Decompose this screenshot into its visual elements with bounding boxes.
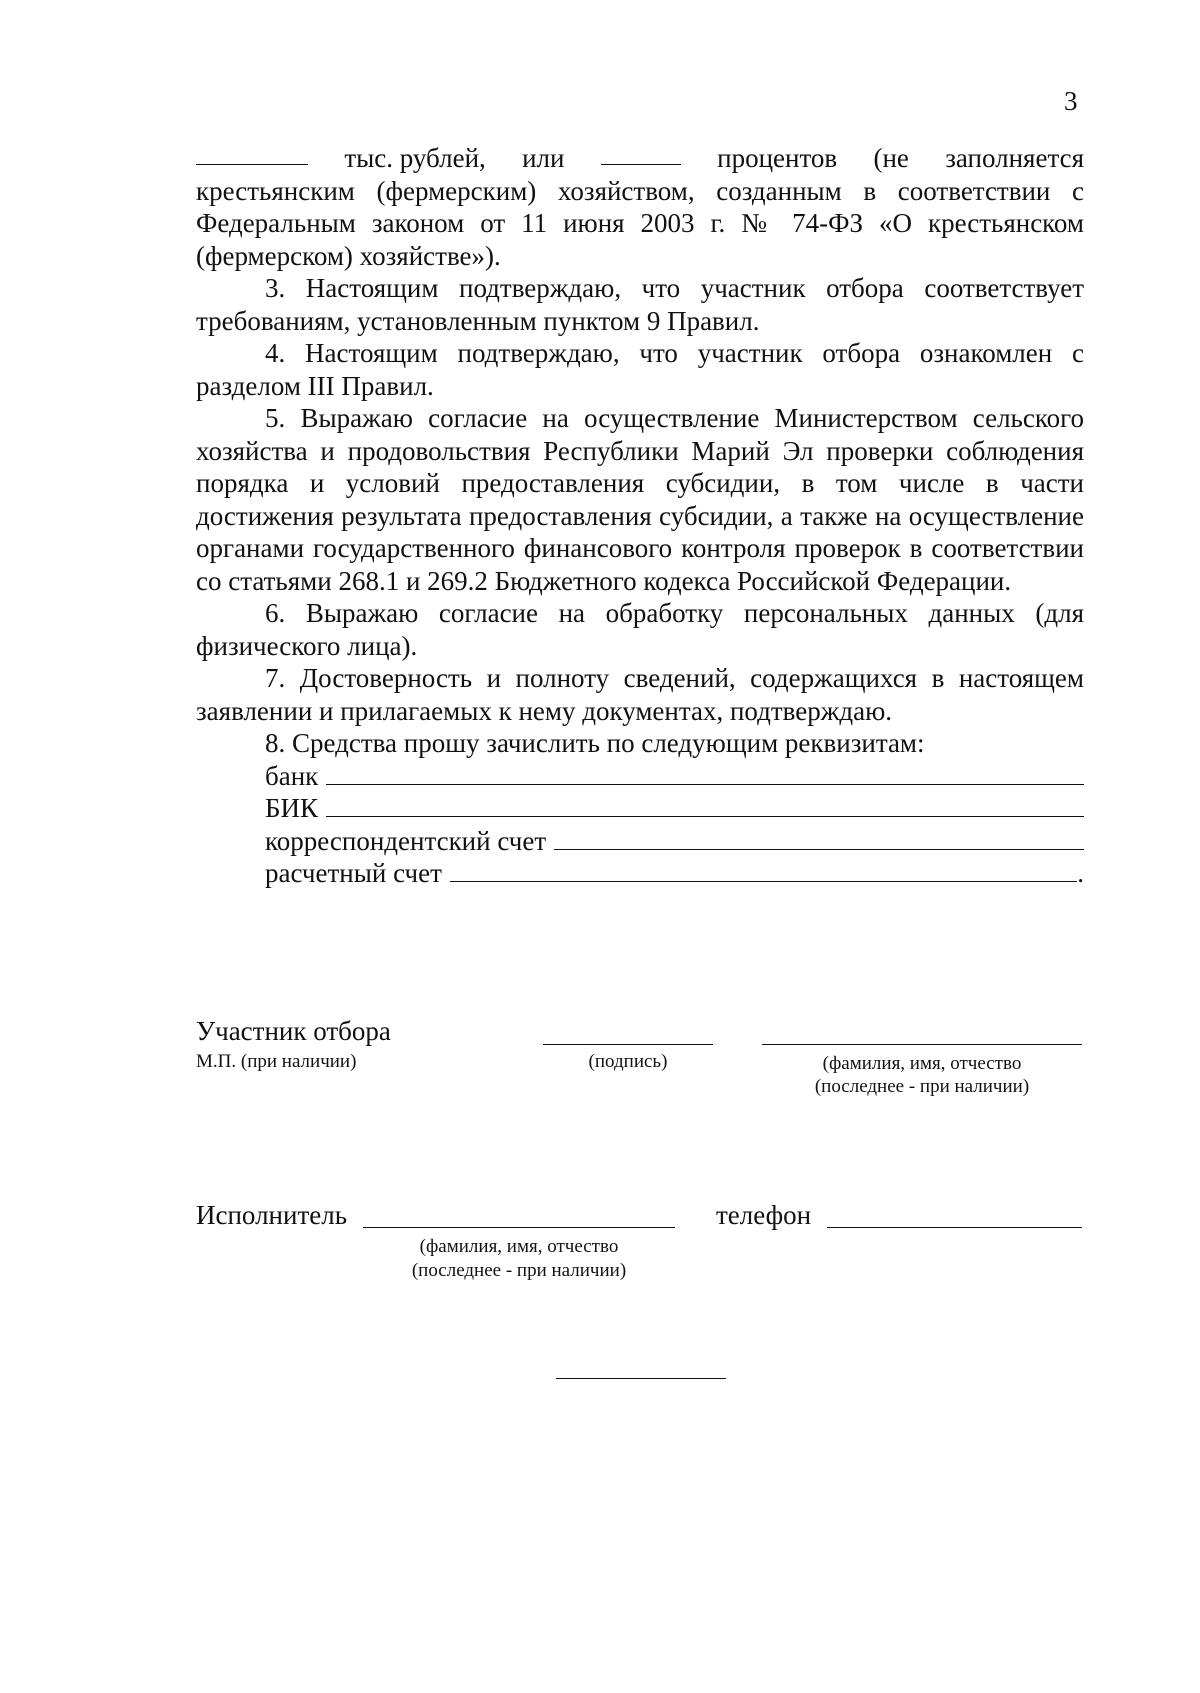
- signature-caption: (подпись): [588, 1051, 668, 1072]
- page-number: 3: [1064, 86, 1078, 116]
- participant-label: Участник отбора: [196, 1016, 391, 1046]
- settlement-account-row: [265, 857, 1084, 890]
- item-5: 5. Выражаю согласие на осуществление Министерством сельского хозяйства и продовольствия Республики Марий Эл проверки соблюдения порядка и условий предоставления субсидии, в том числе в части достижения результата предоставления субсидии, а также на осуществление органами государственного финансового контроля проверок в соответствии со статьями 268.1 и 269.2 Бюджетного кодекса Российской Федерации.: [196, 403, 1084, 596]
- item-8: 8. Средства прошу зачислить по следующим реквизитам:: [265, 728, 925, 758]
- item-7: 7. Достоверность и полноту сведений, содержащихся в настоящем заявлении и прилагаемых к нему документах, подтверждаю.: [196, 663, 1084, 726]
- percent-blank[interactable]: [601, 142, 681, 165]
- signature-line[interactable]: [543, 1044, 713, 1045]
- bik-row: [265, 792, 1084, 825]
- bik-label: БИК: [265, 793, 319, 823]
- thousand-rubles-text: тыс. рублей,: [344, 143, 486, 173]
- executor-name-line[interactable]: [363, 1206, 675, 1228]
- end-period: .: [1077, 858, 1084, 888]
- settlement-account-label: расчетный счет: [265, 858, 442, 888]
- not-filled-text: (не: [873, 143, 909, 173]
- bik-field[interactable]: [326, 794, 1084, 817]
- item-4: 4. Настоящим подтверждаю, что участник отбора ознакомлен с разделом III Правил.: [196, 338, 1084, 401]
- closing-rule: [556, 1378, 726, 1379]
- participant-name-caption-2: (последнее - при наличии): [814, 1076, 1030, 1097]
- percent-text: процентов: [717, 143, 838, 173]
- document-body: [196, 142, 1084, 890]
- corr-account-row: [265, 825, 1084, 858]
- paragraph-continuation: крестьянским (фермерским) хозяйством, созданным в соответствии с Федеральным законом от 11 июня 2003 г. № 74-ФЗ «О крестьянском (фермерском) хозяйстве»).: [196, 175, 1084, 271]
- filled-word-text: заполняется: [945, 143, 1084, 173]
- settlement-account-field[interactable]: [450, 859, 1077, 882]
- amount-blank[interactable]: [196, 142, 308, 165]
- bank-row: [265, 760, 1084, 793]
- executor-label: Исполнитель: [196, 1200, 348, 1230]
- participant-name-line[interactable]: [762, 1044, 1082, 1045]
- participant-name-caption-1: (фамилия, имя, отчество: [822, 1053, 1022, 1074]
- item-6: 6. Выражаю согласие на обработку персональных данных (для физического лица).: [196, 598, 1084, 661]
- executor-name-caption-1: (фамилия, имя, отчество: [419, 1236, 619, 1257]
- stamp-label: М.П. (при наличии): [196, 1051, 357, 1072]
- executor-name-caption-2: (последнее - при наличии): [411, 1260, 627, 1281]
- phone-label: телефон: [716, 1200, 812, 1230]
- or-text: или: [522, 143, 565, 173]
- amount-line: [196, 142, 1084, 175]
- corr-account-field[interactable]: [554, 827, 1084, 850]
- phone-line[interactable]: [827, 1206, 1082, 1228]
- item-3: 3. Настоящим подтверждаю, что участник отбора соответствует требованиям, установленным пунктом 9 Правил.: [196, 273, 1084, 336]
- bank-field[interactable]: [326, 762, 1084, 785]
- bank-label: банк: [265, 760, 319, 791]
- corr-account-label: корреспондентский счет: [265, 825, 547, 856]
